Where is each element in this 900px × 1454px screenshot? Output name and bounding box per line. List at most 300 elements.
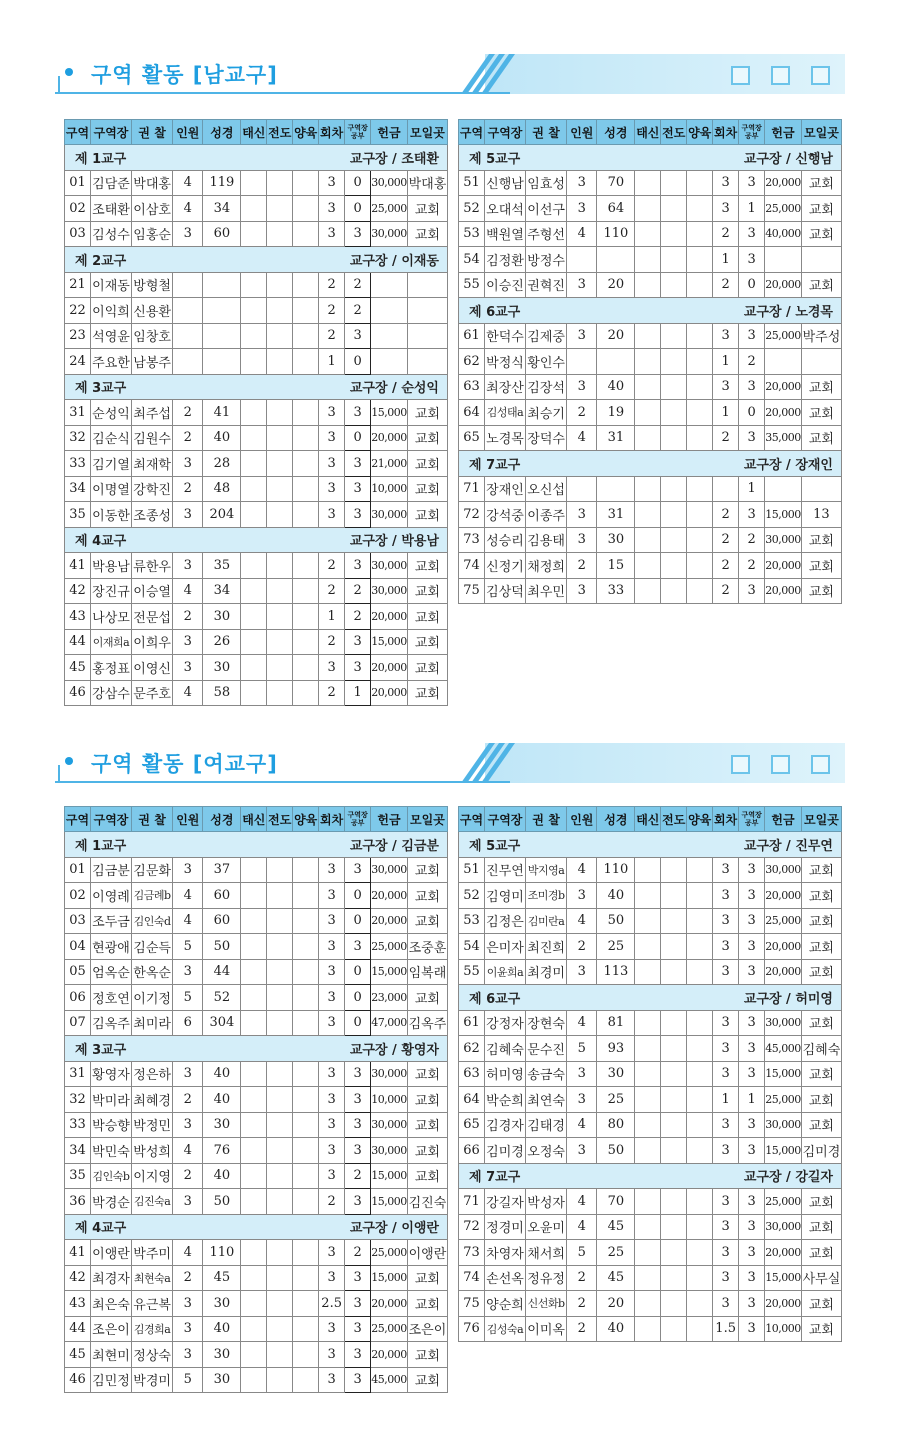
cell-study: 3 — [739, 502, 765, 528]
header-col-evangelism: 전도 — [661, 807, 687, 832]
cell-members: 5 — [173, 934, 203, 960]
cell-district: 75 — [459, 1291, 485, 1317]
cell-place: 교회 — [801, 1240, 841, 1266]
group-row — [65, 527, 448, 553]
cell-sessions: 3 — [713, 1189, 739, 1215]
cell-assistant: 장현숙 — [526, 1010, 567, 1036]
cell-assistant: 주형선 — [526, 221, 567, 247]
cell-assistant: 조종성 — [132, 502, 173, 528]
cell-sessions: 3 — [319, 1138, 345, 1164]
cell-members: 3 — [567, 527, 597, 553]
table-row — [65, 1189, 448, 1215]
cell-district: 73 — [459, 1240, 485, 1266]
cell-district: 73 — [459, 527, 485, 553]
cell-offering: 47,000 — [371, 1010, 408, 1036]
cell-members: 3 — [173, 1112, 203, 1138]
cell-sessions: 1.5 — [713, 1316, 739, 1342]
cell-newfaith — [635, 1036, 661, 1062]
cell-sessions: 2 — [713, 221, 739, 247]
cell-leader: 황영자 — [90, 1061, 131, 1087]
cell-members — [567, 247, 597, 273]
cell-newfaith — [241, 221, 267, 247]
cell-place: 교회 — [801, 221, 841, 247]
cell-district: 43 — [65, 1291, 91, 1317]
cell-district: 55 — [459, 959, 485, 985]
cell-study: 3 — [345, 1342, 371, 1368]
cell-offering: 20,000 — [371, 1291, 408, 1317]
cell-bible: 30 — [203, 1291, 241, 1317]
table-row — [459, 502, 842, 528]
cell-assistant: 최미라 — [132, 1010, 173, 1036]
cell-sessions: 2 — [319, 553, 345, 579]
cell-assistant: 신용환 — [132, 298, 173, 324]
cell-assistant: 장덕수 — [526, 425, 567, 451]
cell-evangelism — [661, 400, 687, 426]
cell-leader: 김상덕 — [484, 578, 525, 604]
cell-sessions: 3 — [713, 323, 739, 349]
cell-offering: 30,000 — [371, 502, 408, 528]
group-name: 제 4교구 — [65, 1214, 267, 1240]
cell-offering: 25,000 — [371, 934, 408, 960]
cell-bible — [597, 476, 635, 502]
cell-sessions: 3 — [713, 934, 739, 960]
cell-sessions: 3 — [319, 1061, 345, 1087]
table-row — [65, 1163, 448, 1189]
cell-district: 64 — [459, 1087, 485, 1113]
cell-study: 3 — [739, 1061, 765, 1087]
group-row — [459, 832, 842, 858]
cell-bible: 15 — [597, 553, 635, 579]
cell-place: 교회 — [801, 1087, 841, 1113]
cell-leader: 김민정 — [90, 1367, 131, 1393]
cell-study: 3 — [739, 857, 765, 883]
cell-offering: 45,000 — [371, 1367, 408, 1393]
cell-offering: 20,000 — [371, 680, 408, 706]
group-leader: 교구장 / 허미영 — [661, 985, 842, 1011]
bullet-icon — [65, 68, 73, 76]
cell-place: 교회 — [407, 451, 447, 477]
cell-leader: 이동한 — [90, 502, 131, 528]
header-col-district: 구역 — [65, 807, 91, 832]
cell-newfaith — [241, 1265, 267, 1291]
cell-leader: 김옥주 — [90, 1010, 131, 1036]
cell-place: 13 — [801, 502, 841, 528]
cell-offering: 10,000 — [371, 1087, 408, 1113]
cell-nurture — [293, 349, 319, 375]
cell-assistant: 정상숙 — [132, 1342, 173, 1368]
cell-members: 4 — [173, 196, 203, 222]
cell-place — [407, 298, 447, 324]
cell-assistant: 조미경b — [526, 883, 567, 909]
header-col-nurture: 양육 — [687, 120, 713, 145]
header-col-leader: 구역장 — [484, 120, 525, 145]
cell-study: 1 — [739, 1087, 765, 1113]
cell-offering: 25,000 — [371, 196, 408, 222]
cell-nurture — [293, 680, 319, 706]
cell-study: 3 — [345, 323, 371, 349]
cell-district: 76 — [459, 1316, 485, 1342]
cell-newfaith — [635, 476, 661, 502]
table-row — [459, 1138, 842, 1164]
cell-members: 5 — [173, 1367, 203, 1393]
cell-leader: 최은숙 — [90, 1291, 131, 1317]
cell-district: 21 — [65, 272, 91, 298]
cell-assistant: 박성희 — [132, 1138, 173, 1164]
cell-newfaith — [241, 1367, 267, 1393]
cell-place: 교회 — [407, 425, 447, 451]
cell-bible: 26 — [203, 629, 241, 655]
cell-sessions: 3 — [319, 1240, 345, 1266]
cell-leader: 노경목 — [484, 425, 525, 451]
cell-leader: 박경순 — [90, 1189, 131, 1215]
table-row — [459, 400, 842, 426]
cell-place: 교회 — [801, 196, 841, 222]
table-row — [65, 1367, 448, 1393]
cell-sessions: 3 — [319, 425, 345, 451]
cell-assistant: 유근복 — [132, 1291, 173, 1317]
cell-district: 55 — [459, 272, 485, 298]
header-col-study: 구역장 공부 — [345, 807, 371, 832]
cell-sessions: 3 — [319, 908, 345, 934]
cell-leader: 박용남 — [90, 553, 131, 579]
cell-evangelism — [267, 476, 293, 502]
cell-members: 3 — [567, 959, 597, 985]
cell-district: 34 — [65, 476, 91, 502]
cell-leader: 순성익 — [90, 400, 131, 426]
group-leader: 교구장 / 강길자 — [661, 1163, 842, 1189]
cell-sessions: 3 — [319, 857, 345, 883]
cell-leader: 김경자 — [484, 1112, 525, 1138]
cell-offering: 30,000 — [371, 170, 408, 196]
cell-study: 3 — [345, 1316, 371, 1342]
table-row — [65, 1240, 448, 1266]
header-underline — [55, 781, 510, 783]
cell-study: 2 — [345, 1240, 371, 1266]
cell-sessions: 2 — [319, 1189, 345, 1215]
cell-evangelism — [661, 170, 687, 196]
cell-district: 64 — [459, 400, 485, 426]
cell-nurture — [687, 400, 713, 426]
cell-newfaith — [241, 680, 267, 706]
cell-nurture — [293, 1112, 319, 1138]
cell-evangelism — [267, 629, 293, 655]
cell-newfaith — [635, 908, 661, 934]
cell-sessions: 3 — [319, 221, 345, 247]
cell-offering: 30,000 — [371, 221, 408, 247]
cell-study: 3 — [345, 502, 371, 528]
cell-leader: 정호연 — [90, 985, 131, 1011]
cell-evangelism — [661, 374, 687, 400]
table-row — [65, 1061, 448, 1087]
table-row — [459, 934, 842, 960]
cell-bible: 81 — [597, 1010, 635, 1036]
cell-study: 3 — [739, 1265, 765, 1291]
cell-members: 3 — [567, 1087, 597, 1113]
cell-members: 4 — [173, 883, 203, 909]
cell-members: 3 — [567, 1138, 597, 1164]
cell-assistant: 최현숙a — [132, 1265, 173, 1291]
cell-study: 3 — [739, 1214, 765, 1240]
cell-bible: 41 — [203, 400, 241, 426]
table-row — [65, 1316, 448, 1342]
cell-sessions: 2 — [319, 323, 345, 349]
table-row — [459, 908, 842, 934]
cell-nurture — [293, 908, 319, 934]
cell-study: 3 — [345, 655, 371, 681]
bullet-icon — [65, 757, 73, 765]
table-row — [459, 1087, 842, 1113]
cell-sessions: 2 — [713, 578, 739, 604]
cell-study: 0 — [739, 400, 765, 426]
cell-bible: 58 — [203, 680, 241, 706]
cell-district: 02 — [65, 196, 91, 222]
cell-assistant: 오정숙 — [526, 1138, 567, 1164]
cell-bible: 30 — [203, 1112, 241, 1138]
cell-assistant: 이희우 — [132, 629, 173, 655]
cell-assistant: 한옥순 — [132, 959, 173, 985]
table-row — [65, 221, 448, 247]
header-col-place: 모일곳 — [801, 120, 841, 145]
cell-bible: 93 — [597, 1036, 635, 1062]
cell-evangelism — [267, 1367, 293, 1393]
cell-leader: 엄옥순 — [90, 959, 131, 985]
cell-newfaith — [635, 374, 661, 400]
cell-leader: 김순식 — [90, 425, 131, 451]
cell-newfaith — [241, 908, 267, 934]
cell-nurture — [687, 1214, 713, 1240]
cell-assistant: 김태경 — [526, 1112, 567, 1138]
cell-nurture — [293, 451, 319, 477]
cell-assistant: 오신섭 — [526, 476, 567, 502]
cell-members: 3 — [173, 451, 203, 477]
cell-members: 3 — [567, 502, 597, 528]
cell-bible: 60 — [203, 883, 241, 909]
cell-bible: 40 — [203, 1061, 241, 1087]
cell-study: 2 — [345, 1163, 371, 1189]
group-leader: 교구장 / 신행남 — [661, 145, 842, 171]
cell-bible: 50 — [203, 1189, 241, 1215]
cell-sessions: 2 — [713, 553, 739, 579]
cell-evangelism — [661, 1316, 687, 1342]
cell-bible: 31 — [597, 425, 635, 451]
cell-study: 2 — [739, 349, 765, 375]
group-leader: 교구장 / 노경목 — [661, 298, 842, 324]
header-col-district: 구역 — [65, 120, 91, 145]
cell-place: 교회 — [801, 883, 841, 909]
cell-bible: 45 — [597, 1265, 635, 1291]
cell-district: 62 — [459, 1036, 485, 1062]
cell-nurture — [293, 1367, 319, 1393]
cell-newfaith — [635, 1061, 661, 1087]
cell-district: 32 — [65, 425, 91, 451]
header-col-offering: 헌금 — [371, 807, 408, 832]
cell-assistant: 방형철 — [132, 272, 173, 298]
table-row — [65, 934, 448, 960]
cell-offering — [371, 323, 408, 349]
cell-sessions: 3 — [713, 1036, 739, 1062]
cell-place: 교회 — [801, 1214, 841, 1240]
cell-bible: 40 — [597, 1316, 635, 1342]
cell-evangelism — [661, 1010, 687, 1036]
cell-newfaith — [241, 959, 267, 985]
cell-evangelism — [267, 857, 293, 883]
cell-leader: 진무연 — [484, 857, 525, 883]
cell-nurture — [687, 857, 713, 883]
cell-place: 교회 — [407, 655, 447, 681]
cell-evangelism — [267, 680, 293, 706]
cell-leader: 김혜숙 — [484, 1036, 525, 1062]
cell-district: 44 — [65, 629, 91, 655]
cell-assistant: 최우민 — [526, 578, 567, 604]
cell-assistant: 박성자 — [526, 1189, 567, 1215]
cell-evangelism — [267, 502, 293, 528]
cell-evangelism — [267, 221, 293, 247]
cell-sessions: 2 — [319, 578, 345, 604]
square-icon — [771, 755, 790, 774]
cell-bible: 40 — [203, 1087, 241, 1113]
cell-newfaith — [635, 883, 661, 909]
group-name: 제 3교구 — [65, 1036, 267, 1062]
cell-bible: 35 — [203, 553, 241, 579]
square-icon — [731, 755, 750, 774]
cell-study: 3 — [739, 959, 765, 985]
cell-district: 23 — [65, 323, 91, 349]
cell-place: 교회 — [801, 959, 841, 985]
cell-assistant: 강학진 — [132, 476, 173, 502]
cell-leader: 김정환 — [484, 247, 525, 273]
header-col-leader: 구역장 — [484, 807, 525, 832]
cell-sessions: 2 — [713, 502, 739, 528]
cell-evangelism — [661, 1265, 687, 1291]
cell-evangelism — [661, 1214, 687, 1240]
cell-place: 교회 — [801, 1061, 841, 1087]
cell-leader: 최현미 — [90, 1342, 131, 1368]
table-row — [459, 1265, 842, 1291]
cell-bible: 119 — [203, 170, 241, 196]
cell-sessions: 1 — [713, 1087, 739, 1113]
cell-place — [407, 272, 447, 298]
cell-district: 43 — [65, 604, 91, 630]
header-row — [65, 120, 448, 145]
cell-nurture — [293, 1163, 319, 1189]
header-col-bible: 성경 — [203, 120, 241, 145]
cell-offering: 10,000 — [765, 1316, 802, 1342]
cell-evangelism — [267, 934, 293, 960]
cell-offering: 40,000 — [765, 221, 802, 247]
cell-offering: 30,000 — [371, 1138, 408, 1164]
cell-members: 4 — [567, 857, 597, 883]
cell-evangelism — [661, 323, 687, 349]
cell-leader: 조태환 — [90, 196, 131, 222]
cell-bible: 25 — [597, 934, 635, 960]
cell-nurture — [293, 857, 319, 883]
cell-assistant: 전문섭 — [132, 604, 173, 630]
group-row — [459, 298, 842, 324]
cell-evangelism — [267, 1010, 293, 1036]
cell-bible: 64 — [597, 196, 635, 222]
cell-offering: 20,000 — [765, 959, 802, 985]
cell-district: 01 — [65, 170, 91, 196]
cell-leader: 나상모 — [90, 604, 131, 630]
table-row — [459, 1316, 842, 1342]
cell-leader: 백원열 — [484, 221, 525, 247]
cell-leader: 최경자 — [90, 1265, 131, 1291]
cell-members — [173, 323, 203, 349]
cell-leader: 허미영 — [484, 1061, 525, 1087]
cell-bible: 110 — [203, 1240, 241, 1266]
cell-sessions: 3 — [713, 1010, 739, 1036]
cell-bible: 50 — [203, 934, 241, 960]
cell-members: 2 — [173, 1087, 203, 1113]
cell-bible: 44 — [203, 959, 241, 985]
table-row — [65, 451, 448, 477]
cell-study: 3 — [739, 1291, 765, 1317]
cell-members — [173, 272, 203, 298]
header-col-assistant: 권 찰 — [526, 807, 567, 832]
cell-members: 2 — [173, 400, 203, 426]
header-col-members: 인원 — [567, 120, 597, 145]
group-row — [459, 451, 842, 477]
cell-nurture — [293, 959, 319, 985]
cell-leader: 오대석 — [484, 196, 525, 222]
cell-members: 3 — [173, 857, 203, 883]
cell-sessions: 3 — [319, 1010, 345, 1036]
cell-newfaith — [241, 553, 267, 579]
cell-evangelism — [267, 170, 293, 196]
cell-district: 72 — [459, 1214, 485, 1240]
table-row — [459, 272, 842, 298]
cell-bible — [203, 298, 241, 324]
cell-members: 4 — [173, 578, 203, 604]
cell-study: 3 — [345, 221, 371, 247]
cell-evangelism — [661, 1189, 687, 1215]
cell-offering: 15,000 — [371, 400, 408, 426]
cell-members: 3 — [567, 374, 597, 400]
cell-members: 2 — [173, 604, 203, 630]
group-name: 제 1교구 — [65, 832, 267, 858]
cell-newfaith — [241, 1138, 267, 1164]
cell-sessions: 3 — [713, 1061, 739, 1087]
cell-bible: 60 — [203, 221, 241, 247]
table-row — [459, 1214, 842, 1240]
cell-evangelism — [661, 272, 687, 298]
cell-study: 0 — [345, 883, 371, 909]
cell-bible: 45 — [203, 1265, 241, 1291]
cell-newfaith — [241, 857, 267, 883]
cell-bible — [597, 349, 635, 375]
cell-bible: 20 — [597, 1291, 635, 1317]
cell-assistant: 박정민 — [132, 1112, 173, 1138]
cell-assistant: 이기정 — [132, 985, 173, 1011]
cell-bible: 40 — [597, 883, 635, 909]
cell-district: 53 — [459, 908, 485, 934]
cell-nurture — [687, 221, 713, 247]
cell-place: 교회 — [801, 425, 841, 451]
cell-leader: 김금분 — [90, 857, 131, 883]
cell-leader: 이승진 — [484, 272, 525, 298]
cell-assistant: 신선화b — [526, 1291, 567, 1317]
cell-sessions: 3 — [713, 170, 739, 196]
cell-study: 0 — [345, 349, 371, 375]
cell-leader: 김미경 — [484, 1138, 525, 1164]
cell-members: 2 — [173, 425, 203, 451]
cell-nurture — [293, 553, 319, 579]
group-leader: 교구장 / 진무연 — [661, 832, 842, 858]
cell-district: 34 — [65, 1138, 91, 1164]
cell-place: 교회 — [801, 170, 841, 196]
cell-nurture — [293, 934, 319, 960]
cell-leader: 박정식 — [484, 349, 525, 375]
